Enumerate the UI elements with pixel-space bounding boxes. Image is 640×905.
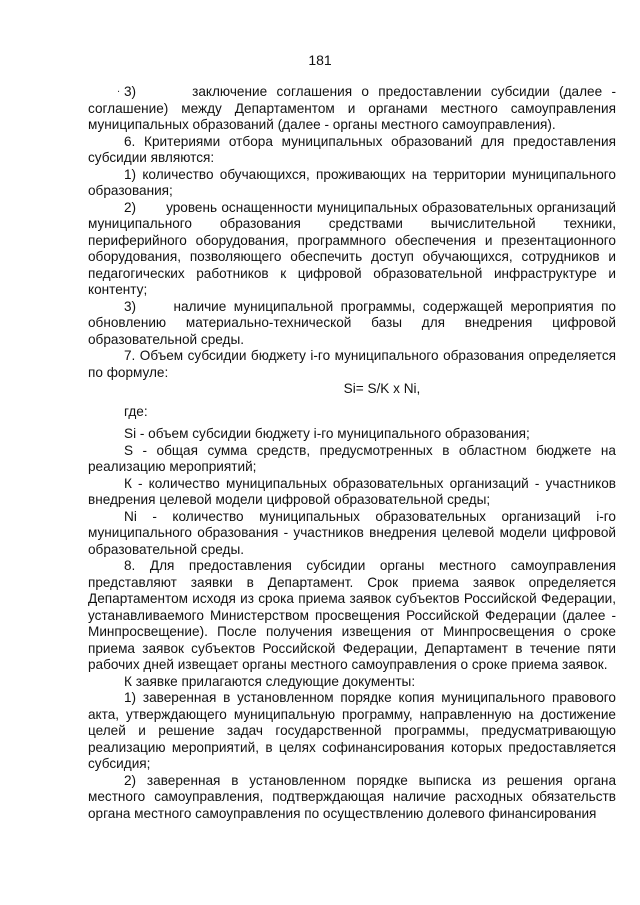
formula: Si= S/K x Ni, (343, 381, 421, 396)
page-number: 181 (308, 52, 332, 68)
paragraph-attachment-2: 2) заверенная в установленном порядке выписка из решения органа местного самоуправления, подтверждающая наличие расходных обязательств органа местного самоуправления по осуществлению долевого финансирования (88, 772, 616, 821)
definition-ni: Ni - количество муниципальных образовательных организаций i-го муниципального образования - участников внедрения целевой модели цифровой образовательной среды. (88, 508, 616, 557)
where-label: где: (124, 403, 148, 419)
paragraph-attachments-intro: К заявке прилагаются следующие документы: (124, 673, 416, 689)
paragraph-section-8: 8. Для предоставления субсидии органы местного самоуправления представляют заявки в Департамент. Срок приема заявок определяется Департаментом исходя из срока приема заявок субъектов Российской Федерации, устанавливаемого Министерством просвещения Российской Федерации (далее - Минпросвещение). После получения извещения от Минпросвещения о сроке приема заявок субъектов Российской Федерации, Департамент в течение пяти рабочих дней извещает органы местного самоуправления о сроке приема заявок. (88, 558, 616, 672)
paragraph-criterion-1: 1) количество обучающихся, проживающих на территории муниципального образования; (88, 166, 616, 198)
paragraph-clause-3: 3) заключение соглашения о предоставлении субсидии (далее - соглашение) между Департаментом и органами местного самоуправления муниципальных образований (далее - органы местного самоуправления). (88, 84, 616, 132)
paragraph-attachment-1: 1) заверенная в установленном порядке копия муниципального правового акта, утверждающего муниципальную программу, направленную на достижение целей и решение задач государственной программы, предусматривающую реализацию мероприятий, в целях софинансирования которых предоставляется субсидия; (88, 690, 616, 771)
paragraph-section-6: 6. Критериями отбора муниципальных образований для предоставления субсидии являются: (88, 133, 616, 165)
definition-si: Si - объем субсидии бюджету i-го муниципального образования; (124, 426, 530, 441)
document-body (88, 84, 616, 822)
paragraph-criterion-3: 3) наличие муниципальной программы, содержащей мероприятия по обновлению материально-технической базы для внедрения цифровой образовательной среды. (88, 298, 616, 347)
definition-s: S - общая сумма средств, предусмотренных в областном бюджете на реализацию мероприятий; (88, 442, 616, 474)
definition-k: К - количество муниципальных образовательных организаций - участников внедрения целевой модели цифровой образовательной среды; (88, 475, 616, 507)
margin-mark: . (117, 83, 121, 95)
paragraph-criterion-2: 2) уровень оснащенности муниципальных образовательных организаций муниципального образования средствами вычислительной техники, периферийного оборудования, программного обеспечения и презентационного оборудования, позволяющего обеспечить доступ обучающихся, сотрудников и педагогических работников к цифровой образовательной инфраструктуре и контенту; (88, 199, 616, 297)
paragraph-section-7: 7. Объем субсидии бюджету i-го муниципального образования определяется по формуле: (88, 348, 616, 380)
